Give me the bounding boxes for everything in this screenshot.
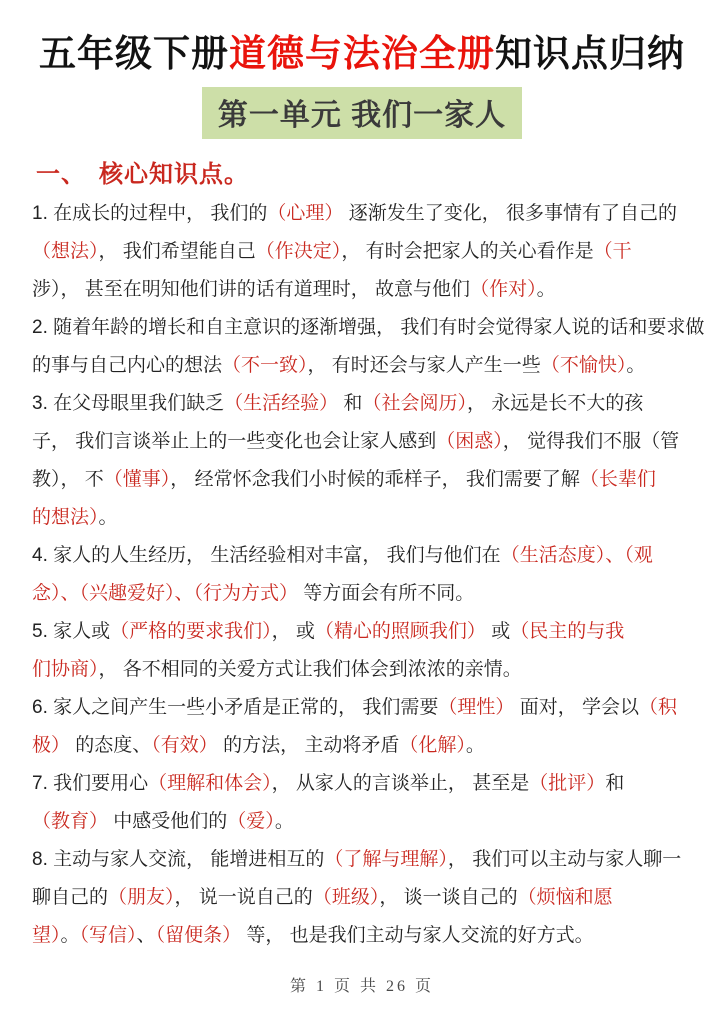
text-segment: ， 我们可以主动与家人聊一 [447,849,682,871]
text-segment: 聊自己的 [32,887,109,909]
text-segment: 2. 随着年龄的增长和自主意识的逐渐增强， 我们有时会觉得家人说的话和要求做 [32,317,705,339]
text-segment: 7. 我们要用心 [32,773,149,795]
text-segment: 道德与法治全册 [229,33,495,74]
text-line [32,537,694,575]
text-segment: （朋友） [108,887,175,909]
text-line [32,461,694,499]
text-segment: （作决定） [255,241,342,263]
text-segment: （心理） [267,203,344,225]
text-segment: （社会阅历） [362,393,467,415]
text-segment: （爱） [227,811,275,833]
text-segment: 6. 家人之间产生一些小矛盾是正常的， 我们需要 [32,697,439,719]
text-segment: （不愉快） [540,355,627,377]
knowledge-point-paragraph [32,613,694,689]
knowledge-points [32,195,705,955]
text-line [32,841,694,879]
text-segment: （生活态度）、（观 [500,545,653,567]
text-line [32,613,694,651]
text-segment: （想法） [32,241,99,263]
text-line [32,727,694,765]
text-line [32,917,694,955]
text-segment: 的方法， 主动将矛盾 [217,735,400,757]
text-line [32,233,694,271]
unit-banner-row [0,87,724,139]
text-segment: （留便条） [155,925,242,947]
text-segment: （有效） [151,735,218,757]
text-line [32,309,705,347]
text-segment: 的态度、 [70,735,152,757]
text-line [32,499,694,537]
text-segment: （教育） [32,811,109,833]
knowledge-point-paragraph [32,689,694,765]
knowledge-point-paragraph [32,195,694,309]
text-segment: （困惑） [436,431,503,453]
text-segment: 5. 家人或 [32,621,111,643]
text-line [32,347,694,385]
text-segment: 中感受他们的 [108,811,228,833]
text-segment: （理性） [438,697,515,719]
text-segment: 。 [536,279,556,301]
text-segment: （写信） [79,925,137,947]
text-segment: （生活经验） [224,393,339,415]
text-segment: （化解） [399,735,466,757]
knowledge-point-paragraph [32,537,694,613]
text-line [32,385,694,423]
text-segment: 4. 家人的人生经历， 生活经验相对丰富， 我们与他们在 [32,545,501,567]
knowledge-point-paragraph [32,765,694,841]
text-line [32,879,694,917]
text-segment: ， 从家人的言谈举止， 甚至是 [271,773,530,795]
text-line [32,423,694,461]
text-segment: ， 谈一谈自己的 [379,887,518,909]
text-segment: 3. 在父母眼里我们缺乏 [32,393,225,415]
text-segment: ， 经常怀念我们小时候的乖样子， 我们需要了解 [170,469,580,491]
text-segment: 的想法） [32,507,99,529]
text-segment: 逐渐发生了变化， 很多事情有了自己的 [343,203,677,225]
text-segment: （理解和体会） [148,773,272,795]
text-segment: 等， 也是我们主动与家人交流的好方式。 [241,925,594,947]
text-segment: 子， 我们言谈举止上的一些变化也会让家人感到 [32,431,437,453]
text-segment: 五年级下册 [39,33,229,74]
text-segment: （班级） [312,887,380,909]
text-segment: 。 [98,507,118,529]
text-segment: 们协商） [32,659,99,681]
text-segment: （批评） [529,773,606,795]
text-segment: 望） [32,925,61,947]
text-segment: 或 [485,621,511,643]
text-segment: （积 [638,697,677,719]
text-segment: 涉）， 甚至在明知他们讲的话有道理时， 故意与他们 [32,279,471,301]
text-segment: 知识点归纳 [495,33,685,74]
section-heading: 一、 核心知识点。 [36,161,249,189]
text-segment: 8. 主动与家人交流， 能增进相互的 [32,849,325,871]
text-line [32,271,694,309]
text-segment: （不一致） [222,355,308,377]
text-segment: （作对） [470,279,537,301]
text-segment: 和 [605,773,625,795]
text-segment: 等方面会有所不同。 [298,583,475,605]
knowledge-point-paragraph [32,841,694,955]
unit-banner: 第一单元 我们一家人 [202,87,522,139]
text-segment: ， 我们希望能自己 [98,241,256,263]
text-segment: ， 永远是长不大的孩 [466,393,644,415]
page-footer: 第 1 页 共 26 页 [289,978,434,995]
text-segment: 。 [465,735,485,757]
text-segment: 。 [626,355,646,377]
text-segment: （长辈们 [579,469,656,491]
knowledge-point-paragraph [32,385,694,537]
text-line [32,575,694,613]
text-segment: 和 [338,393,363,415]
text-segment: （民主的与我 [510,621,625,643]
text-segment: 、 [136,925,156,947]
text-line [32,651,694,689]
text-line [32,803,694,841]
text-segment: 。 [274,811,294,833]
text-line [32,195,694,233]
text-segment: 教）， 不 [32,469,104,491]
text-segment: ， 觉得我们不服（管 [502,431,680,453]
text-segment: ， 说一说自己的 [174,887,313,909]
text-segment: ， 或 [271,621,315,643]
text-segment: （烦恼和愿 [517,887,613,909]
text-segment: 面对， 学会以 [514,697,639,719]
text-line [32,765,694,803]
text-segment: （严格的要求我们） [110,621,272,643]
text-segment: ， 有时会把家人的关心看作是 [341,241,594,263]
text-segment: 。 [60,925,80,947]
text-line [32,689,694,727]
text-segment: 1. 在成长的过程中， 我们的 [32,203,268,225]
text-segment: （了解与理解） [324,849,448,871]
text-segment: （精心的照顾我们） [314,621,486,643]
text-segment: 极） [32,735,71,757]
text-segment: （干 [593,241,632,263]
page-title [0,0,724,78]
text-segment: 念）、（兴趣爱好）、（行为方式） [32,583,299,605]
text-segment: ， 各不相同的关爱方式让我们体会到浓浓的亲情。 [98,659,522,681]
knowledge-point-paragraph [32,309,705,385]
text-segment: ， 有时还会与家人产生一些 [307,355,541,377]
text-segment: 的事与自己内心的想法 [32,355,223,377]
text-segment: （懂事） [103,469,171,491]
